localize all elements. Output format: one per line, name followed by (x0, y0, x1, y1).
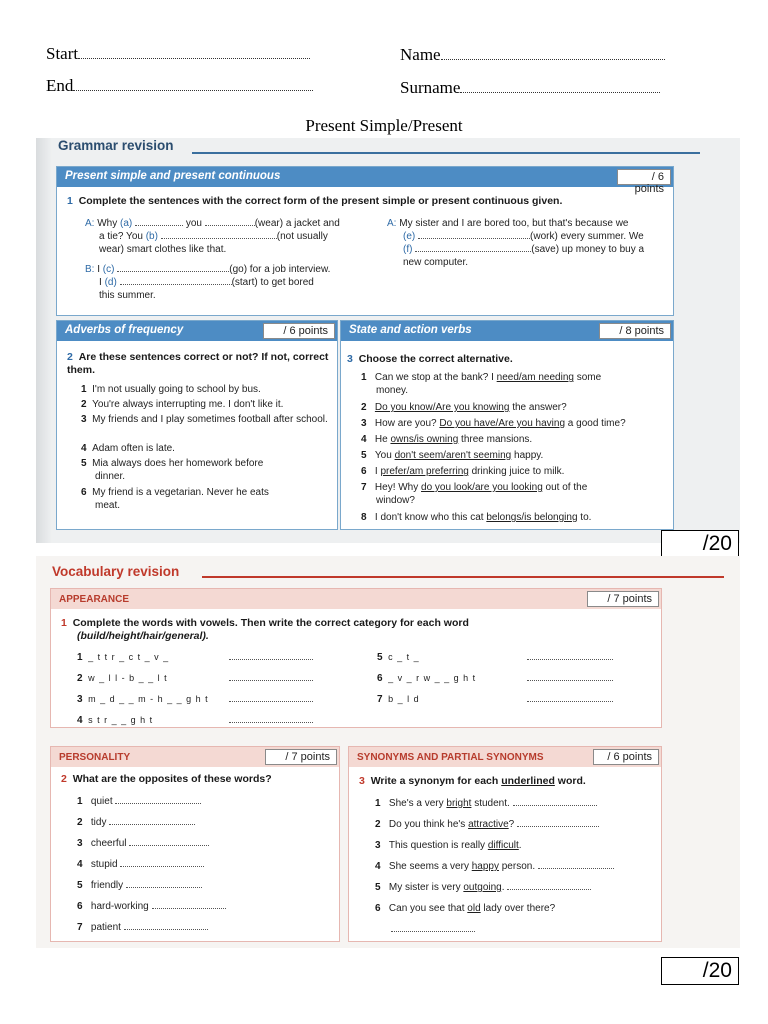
blank-a2[interactable] (205, 217, 255, 226)
appearance-list-right (377, 651, 657, 714)
exercise-2-box (56, 320, 338, 530)
list-item: 6 hard-working (77, 900, 327, 921)
answer-blank[interactable] (527, 693, 613, 702)
list-item: 4 stupid (77, 858, 327, 879)
vocabulary-title-rule (202, 576, 724, 578)
synonyms-box (348, 746, 662, 942)
appearance-header (51, 589, 661, 609)
exercise-3-instruction: 3 Choose the correct alternative. (347, 353, 513, 365)
dialogue-a1: A: Why (a) you (wear) a jacket and a tie? You (b) (not usually wear) smart clothes like that. (85, 218, 340, 255)
list-item: 3 m _ d _ _ m - h _ _ g h t (77, 693, 357, 714)
answer-blank[interactable] (229, 672, 313, 681)
blank-a[interactable] (135, 217, 183, 226)
answer-blank[interactable] (124, 921, 208, 930)
list-item: 2 You're always interrupting me. I don't like it. (81, 399, 284, 410)
answer-blank[interactable] (152, 900, 226, 909)
list-item: 1 I'm not usually going to school by bus. (81, 384, 261, 395)
list-item: 4 He owns/is owning three mansions. (361, 434, 533, 445)
exercise-3-points: / 8 points (599, 323, 671, 339)
name-field (400, 45, 665, 65)
answer-blank[interactable] (126, 879, 202, 888)
personality-header (51, 747, 339, 767)
appearance-list-left (77, 651, 357, 735)
exercise-1-header (57, 167, 673, 195)
list-item: 6 My friend is a vegetarian. Never he eats meat. (81, 487, 269, 511)
exercise-3-heading: State and action verbs (349, 324, 472, 336)
personality-heading: PERSONALITY (59, 752, 131, 763)
vocabulary-revision-section (36, 556, 740, 948)
list-item: 7 patient (77, 921, 327, 942)
personality-points: / 7 points (265, 749, 337, 765)
grammar-title-rule (192, 152, 700, 154)
exercise-3-box (340, 320, 674, 530)
appearance-points: / 7 points (587, 591, 659, 607)
name-label: Name (400, 45, 441, 64)
answer-blank[interactable] (129, 837, 209, 846)
scan-edge (36, 138, 52, 543)
list-item: 2 w _ l l - b _ _ l t (77, 672, 357, 693)
answer-blank[interactable] (391, 923, 475, 932)
surname-blank[interactable] (460, 92, 660, 93)
name-blank[interactable] (441, 59, 665, 60)
list-item: 2 Do you know/Are you knowing the answer? (361, 402, 567, 413)
blank-d[interactable] (120, 276, 232, 285)
list-item: 6 _ v _ r w _ _ g h t (377, 672, 657, 693)
list-item: 1 She's a very bright student. (375, 797, 659, 818)
exercise-2-list (81, 383, 331, 515)
document-title: Present Simple/Present (305, 116, 463, 135)
list-item: 1 quiet (77, 795, 327, 816)
blank-e[interactable] (418, 230, 530, 239)
end-label: End (46, 76, 74, 95)
list-item: 1 _ t t r _ c t _ v _ (77, 651, 357, 672)
grammar-title: Grammar revision (58, 138, 174, 153)
list-item: 2 tidy (77, 816, 327, 837)
appearance-instruction: 1 Complete the words with vowels. Then write the correct category for each word (build/height/hair/general). (61, 617, 469, 642)
grammar-revision-section (36, 138, 740, 543)
answer-blank[interactable] (120, 858, 204, 867)
exercise-1-box (56, 166, 674, 316)
surname-field (400, 78, 660, 98)
answer-blank[interactable] (527, 672, 613, 681)
vocabulary-title: Vocabulary revision (52, 564, 180, 579)
answer-blank[interactable] (229, 693, 313, 702)
answer-blank[interactable] (229, 714, 313, 723)
dialogue-b1: B: I (c) (go) for a job interview. I (d) (start) to get bored this summer. (85, 264, 331, 301)
list-item: 2 Do you think he's attractive? (375, 818, 659, 839)
list-item: 4 Adam often is late. (81, 443, 175, 454)
start-blank[interactable] (78, 58, 310, 59)
list-item: 3 cheerful (77, 837, 327, 858)
list-item: 4 She seems a very happy person. (375, 860, 659, 881)
personality-box (50, 746, 340, 942)
personality-list (77, 795, 327, 942)
list-item: 5 Mia always does her homework before dinner. (81, 458, 264, 482)
list-item: 5 You don't seem/aren't seeming happy. (361, 450, 544, 461)
start-label: Start (46, 44, 79, 63)
list-item: 5 My sister is very outgoing. (375, 881, 659, 902)
dialogue-a2: A: My sister and I are bored too, but that's because we (e) (work) every summer. We (f) (save) up money to buy a new computer. (387, 218, 645, 268)
list-item: 1 Can we stop at the bank? I need/am needing some money. (361, 372, 602, 396)
answer-blank[interactable] (517, 818, 599, 827)
exercise-2-points: / 6 points (263, 323, 335, 339)
exercise-2-instruction: 2 Are these sentences correct or not? If not, correct them. (67, 351, 329, 376)
exercise-1-instruction: 1 Complete the sentences with the correct form of the present simple or present continuous given. (67, 195, 563, 207)
grammar-score-box[interactable]: /20 (661, 530, 739, 558)
list-item: 7 Hey! Why do you look/are you looking out of the window? (361, 482, 588, 506)
list-item: 4 s t r _ _ g h t (77, 714, 357, 735)
blank-b[interactable] (161, 230, 277, 239)
start-field (46, 44, 310, 64)
answer-blank[interactable] (109, 816, 195, 825)
blank-c[interactable] (117, 263, 229, 272)
vocabulary-score-box[interactable]: /20 (661, 957, 739, 985)
surname-label: Surname (400, 78, 461, 97)
list-item-answer-line (375, 923, 659, 937)
exercise-1-heading: Present simple and present continuous (65, 170, 281, 182)
answer-blank[interactable] (527, 651, 613, 660)
exercise-2-heading: Adverbs of frequency (65, 324, 184, 336)
list-item: 3 My friends and I play sometimes football after school. (81, 414, 328, 425)
answer-blank[interactable] (513, 797, 597, 806)
synonyms-instruction: 3 Write a synonym for each underlined word. (359, 775, 586, 787)
exercise-3-header (341, 321, 673, 341)
synonyms-heading: SYNONYMS AND PARTIAL SYNONYMS (357, 752, 544, 763)
appearance-box (50, 588, 662, 728)
exercise-1-points: / 6 points (617, 169, 671, 185)
synonyms-points: / 6 points (593, 749, 659, 765)
exercise-2-header (57, 321, 337, 341)
list-item: 6 Can you see that old lady over there? (375, 903, 556, 914)
list-item: 5 friendly (77, 879, 327, 900)
blank-f[interactable] (415, 243, 531, 252)
synonyms-list (375, 797, 659, 937)
exercise-3-list (361, 371, 669, 527)
end-field (46, 76, 313, 96)
list-item: 7 b _ l d (377, 693, 657, 714)
appearance-heading: APPEARANCE (59, 594, 130, 605)
synonyms-header (349, 747, 661, 767)
answer-blank[interactable] (229, 651, 313, 660)
list-item: 6 I prefer/am preferring drinking juice to milk. (361, 466, 565, 477)
list-item: 3 How are you? Do you have/Are you having a good time? (361, 418, 626, 429)
answer-blank[interactable] (507, 881, 591, 890)
personality-instruction: 2 What are the opposites of these words? (61, 773, 272, 785)
answer-blank[interactable] (538, 860, 614, 869)
list-item: 5 c _ t _ (377, 651, 657, 672)
answer-blank[interactable] (115, 795, 201, 804)
list-item: 3 This question is really difficult. (375, 840, 522, 851)
list-item: 8 I don't know who this cat belongs/is belonging to. (361, 512, 592, 523)
end-blank[interactable] (73, 90, 313, 91)
